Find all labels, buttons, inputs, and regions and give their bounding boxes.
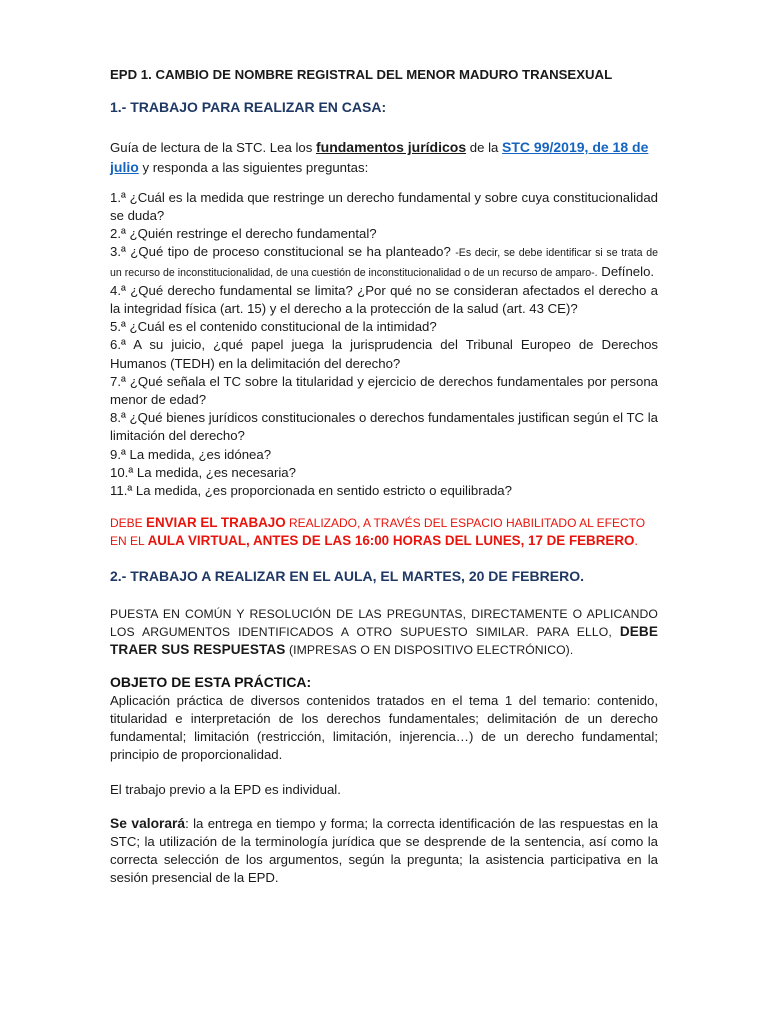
section1-intro (110, 138, 658, 176)
question-item: 4.ª ¿Qué derecho fundamental se limita? ¿Por qué no se consideran afectados el derecho a la integridad física (art. 15) y el derecho a la protección de la salud (art. 43 CE)? (110, 282, 658, 317)
section2-part-1: PUESTA EN COMÚN Y RESOLUCIÓN DE LAS PREGUNTAS, DIRECTAMENTE O APLICANDO LOS ARGUMENTOS IDENTIFICADOS A OTRO SUPUESTO SIMILAR. PARA ELLO, (110, 606, 658, 640)
section2-heading: 2.- TRABAJO A REALIZAR EN EL AULA, EL MARTES, 20 DE FEBRERO. (110, 567, 584, 584)
question-item (110, 243, 658, 281)
questions-list (110, 189, 658, 500)
section2-part-3: (IMPRESAS O EN DISPOSITIVO ELECTRÓNICO). (285, 643, 574, 658)
notice-part-2: ENVIAR EL TRABAJO (146, 515, 286, 531)
document-title: EPD 1. CAMBIO DE NOMBRE REGISTRAL DEL MENOR MADURO TRANSEXUAL (110, 67, 613, 82)
intro-text-c: de la (466, 140, 503, 156)
question-item: 9.ª La medida, ¿es idónea? (110, 446, 272, 462)
objeto-text: Aplicación práctica de diversos contenidos tratados en el tema 1 del temario: contenido, titularidad e interpretación de los derechos fundamentales; delimitación de un derecho fundamental; limitación (restricción, limitación, injerencia…) de un derecho fundamental; principio de proporcionalidad. (110, 692, 658, 763)
q3-main: 3.ª ¿Qué tipo de proceso constitucional se ha planteado? (110, 244, 456, 260)
q3-end: Defínelo. (597, 263, 655, 279)
intro-fundamentos: fundamentos jurídicos (315, 139, 467, 156)
section2-text (110, 605, 658, 660)
valoracion-label: Se valorará (110, 815, 186, 831)
q3-note: -Es decir, se debe identificar si se trata de un recurso de inconstitucionalidad, de una cuestión de inconstitucionalidad o de un recurso de amparo-. (110, 247, 658, 279)
notice-part-3: REALIZADO, A TRAVÉS DEL ESPACIO HABILITADO AL EFECTO EN EL (110, 516, 646, 549)
question-item: 5.ª ¿Cuál es el contenido constitucional de la intimidad? (110, 319, 437, 335)
objeto-heading: OBJETO DE ESTA PRÁCTICA: (110, 674, 312, 691)
notice-part-1: DEBE (110, 516, 147, 531)
question-item: 11.ª La medida, ¿es proporcionada en sentido estricto o equilibrada? (110, 483, 512, 499)
individual-note: El trabajo previo a la EPD es individual. (110, 781, 341, 797)
section1-heading: 1.- TRABAJO PARA REALIZAR EN CASA: (110, 99, 387, 116)
question-item: 6.ª A su juicio, ¿qué papel juega la jurisprudencia del Tribunal Europeo de Derechos Humanos (TEDH) en la delimitación del derecho? (110, 337, 658, 371)
question-item: 7.ª ¿Qué señala el TC sobre la titularidad y ejercicio de derechos fundamentales por persona menor de edad? (110, 373, 658, 408)
question-item: 2.ª ¿Quién restringe el derecho fundamental? (110, 226, 377, 242)
notice-part-5: . (634, 533, 639, 549)
notice-part-4: AULA VIRTUAL, ANTES DE LAS 16:00 HORAS DEL LUNES, 17 DE FEBRERO (147, 533, 635, 549)
section2-part-2: DEBE TRAER SUS RESPUESTAS (110, 624, 658, 658)
intro-text-d: y responda a las siguientes preguntas: (138, 159, 369, 175)
question-item: 1.ª ¿Cuál es la medida que restringe un derecho fundamental y sobre cuya constitucionalidad se duda? (110, 189, 658, 224)
stc-link[interactable]: STC 99/2019, de 18 de julio (110, 139, 649, 175)
question-item: 10.ª La medida, ¿es necesaria? (110, 464, 296, 480)
valoracion-paragraph (110, 815, 658, 888)
intro-text-a: Guía de lectura de la STC. Lea los (110, 140, 316, 156)
question-item: 8.ª ¿Qué bienes jurídicos constitucionales o derechos fundamentales justifican según el TC la limitación del derecho? (110, 410, 658, 444)
submission-notice (110, 514, 658, 550)
valoracion-text: : la entrega en tiempo y forma; la correcta identificación de las respuestas en la STC; la utilización de la terminología jurídica que se desprende de la sentencia, así como la correcta selección de los argumentos, según la pregunta; la asistencia participativa en la sesión presencial de la EPD. (110, 815, 658, 886)
document-page (110, 66, 658, 904)
